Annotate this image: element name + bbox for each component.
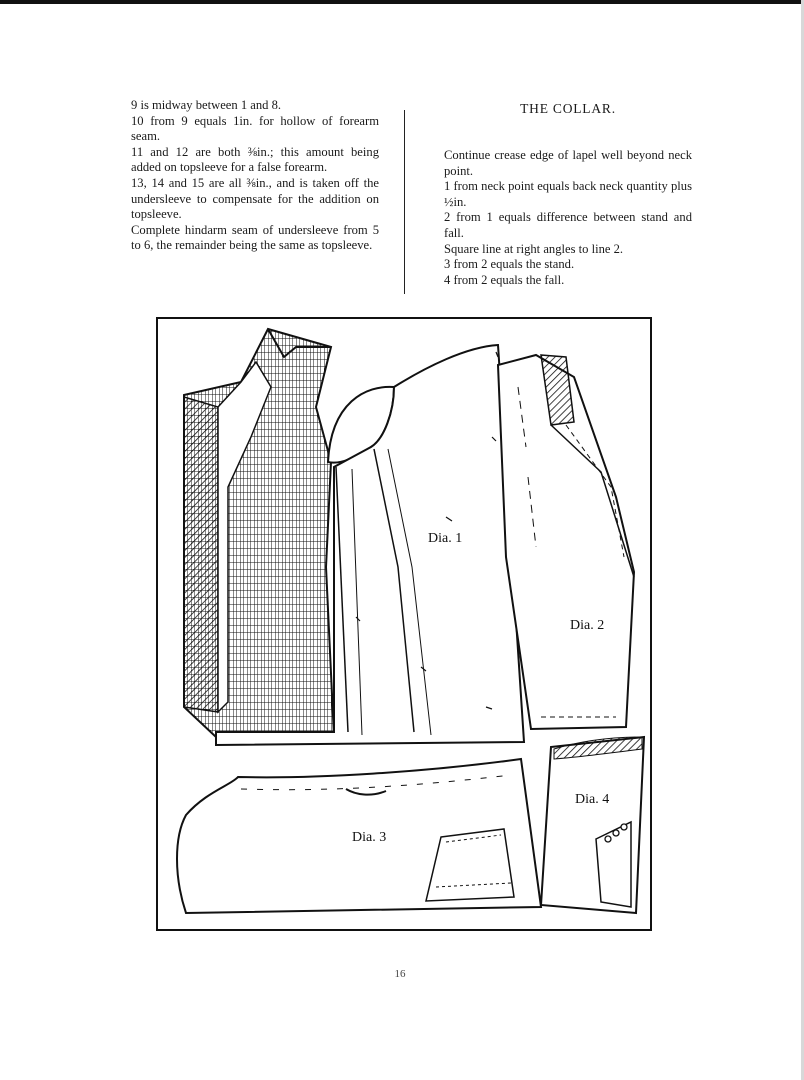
right-text-column bbox=[444, 148, 692, 288]
pattern-figure bbox=[156, 317, 652, 931]
dia-3-label: Dia. 3 bbox=[352, 830, 387, 845]
collar-step-1: Continue crease edge of lapel well beyond neck point. bbox=[444, 148, 692, 178]
paragraph-4: 13, 14 and 15 are all ⅜in., and is taken off the undersleeve to compensate for the addition on topsleeve. bbox=[131, 175, 379, 222]
dia-4-label: Dia. 4 bbox=[575, 792, 610, 807]
pattern-illustration bbox=[156, 317, 652, 931]
paragraph-1: 9 is midway between 1 and 8. bbox=[131, 98, 282, 112]
column-divider bbox=[404, 110, 405, 294]
collar-step-2: 1 from neck point equals back neck quantity plus ½in. bbox=[444, 179, 692, 209]
page-number: 16 bbox=[394, 968, 406, 980]
paragraph-5: Complete hindarm seam of undersleeve from 5 to 6, the remainder being the same as topsleeve. bbox=[131, 222, 379, 253]
dia-1-label: Dia. 1 bbox=[428, 531, 463, 546]
collar-step-3: 2 from 1 equals difference between stand and fall. bbox=[444, 210, 692, 240]
collar-step-5: 3 from 2 equals the stand. bbox=[444, 257, 575, 272]
collar-step-4: Square line at right angles to line 2. bbox=[444, 241, 624, 256]
top-edge-rule bbox=[0, 0, 804, 4]
section-heading: THE COLLAR. bbox=[520, 101, 616, 116]
dia-1-drawing bbox=[184, 329, 524, 745]
dia-2-label: Dia. 2 bbox=[570, 618, 605, 633]
paragraph-2: 10 from 9 equals 1in. for hollow of forearm seam. bbox=[131, 113, 379, 144]
left-text-column bbox=[131, 98, 379, 254]
collar-step-6: 4 from 2 equals the fall. bbox=[444, 272, 565, 287]
paragraph-3: 11 and 12 are both ⅜in.; this amount being added on topsleeve for a false forearm. bbox=[131, 144, 379, 175]
dia-4-drawing bbox=[541, 737, 644, 913]
